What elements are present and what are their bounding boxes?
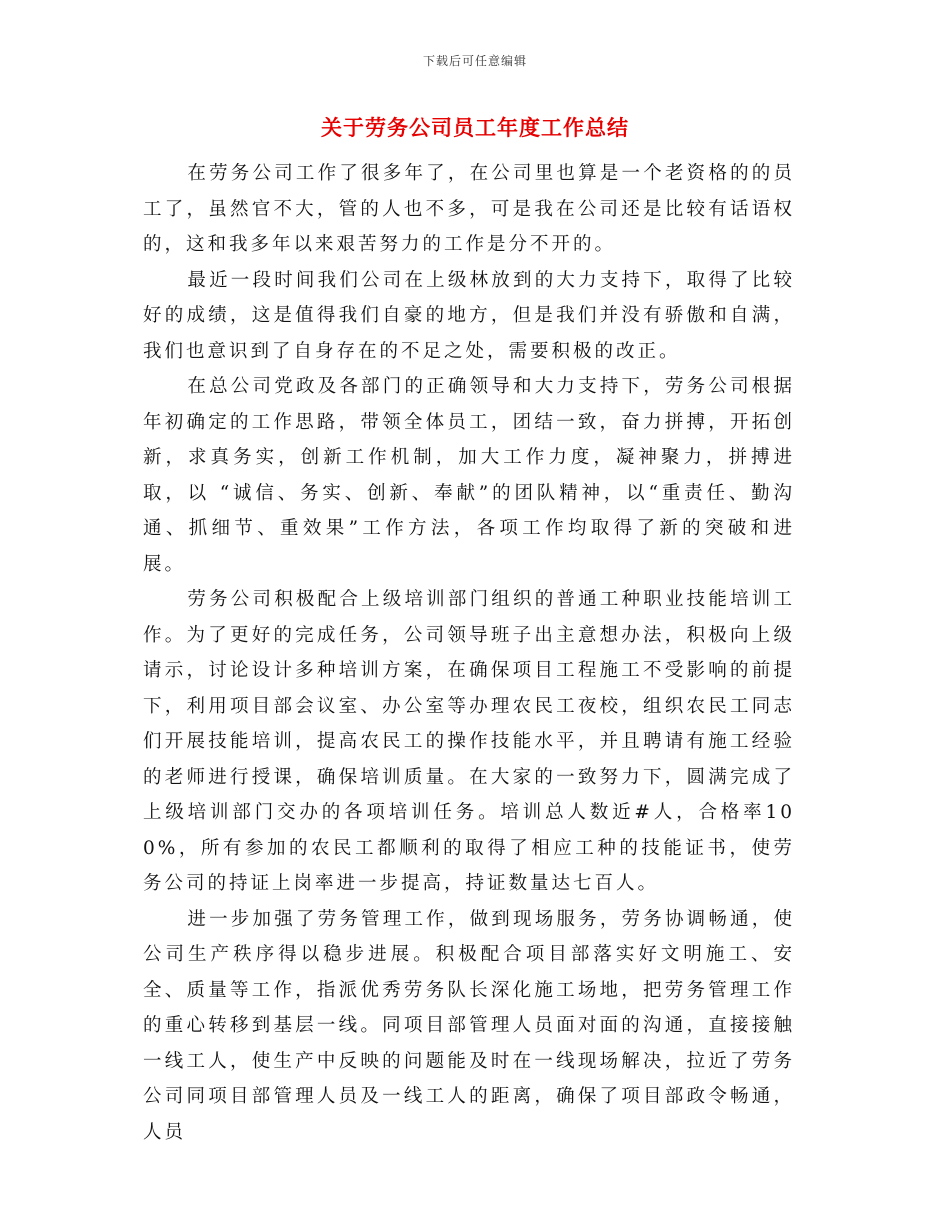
document-title: 关于劳务公司员工年度工作总结 xyxy=(321,115,629,140)
paragraph-4: 劳务公司积极配合上级培训部门组织的普通工种职业技能培训工作。为了更好的完成任务，公司领导班子出主意想办法，积极向上级请示，讨论设计多种培训方案，在确保项目工程施工不受影响的前提下，利用项目部会议室、办公室等办理农民工夜校，组织农民工同志们开展技能培训，提高农民工的操作技能水平，并且聘请有施工经验的老师进行授课，确保培训质量。在大家的一致努力下，圆满完成了上级培训部门交办的各项培训任务。培训总人数近#人，合格率100%，所有参加的农民工都顺利的取得了相应工种的技能证书，使劳务公司的持证上岗率进一步提高，持证数量达七百人。 xyxy=(143,589,795,894)
paragraph-2: 最近一段时间我们公司在上级林放到的大力支持下，取得了比较好的成绩，这是值得我们自豪的地方，但是我们并没有骄傲和自满，我们也意识到了自身存在的不足之处，需要积极的改正。 xyxy=(143,269,795,362)
page-header: 下载后可任意编辑 xyxy=(422,54,527,68)
paragraph-1: 在劳务公司工作了很多年了，在公司里也算是一个老资格的的员工了，虽然官不大，管的人也不多，可是我在公司还是比较有话语权的，这和我多年以来艰苦努力的工作是分不开的。 xyxy=(143,163,795,255)
paragraph-5: 进一步加强了劳务管理工作，做到现场服务，劳务协调畅通，使公司生产秩序得以稳步进展。积极配合项目部落实好文明施工、安全、质量等工作，指派优秀劳务队长深化施工场地，把劳务管理工作的重心转移到基层一线。同项目部管理人员面对面的沟通，直接接触一线工人，使生产中反映的问题能及时在一线现场解决，拉近了劳务公司同项目部管理人员及一线工人的距离，确保了项目部政令畅通，人员 xyxy=(143,908,795,1143)
document-body xyxy=(143,156,795,1150)
paragraph-3: 在总公司党政及各部门的正确领导和大力支持下，劳务公司根据年初确定的工作思路，带领全体员工，团结一致，奋力拼搏，开拓创新，求真务实，创新工作机制，加大工作力度，凝神聚力，拼搏进取，以 “诚信、务实、创新、奉献”的团队精神，以“重责任、勤沟通、抓细节、重效果”工作方法，各项工作均取得了新的突破和进展。 xyxy=(143,376,795,575)
